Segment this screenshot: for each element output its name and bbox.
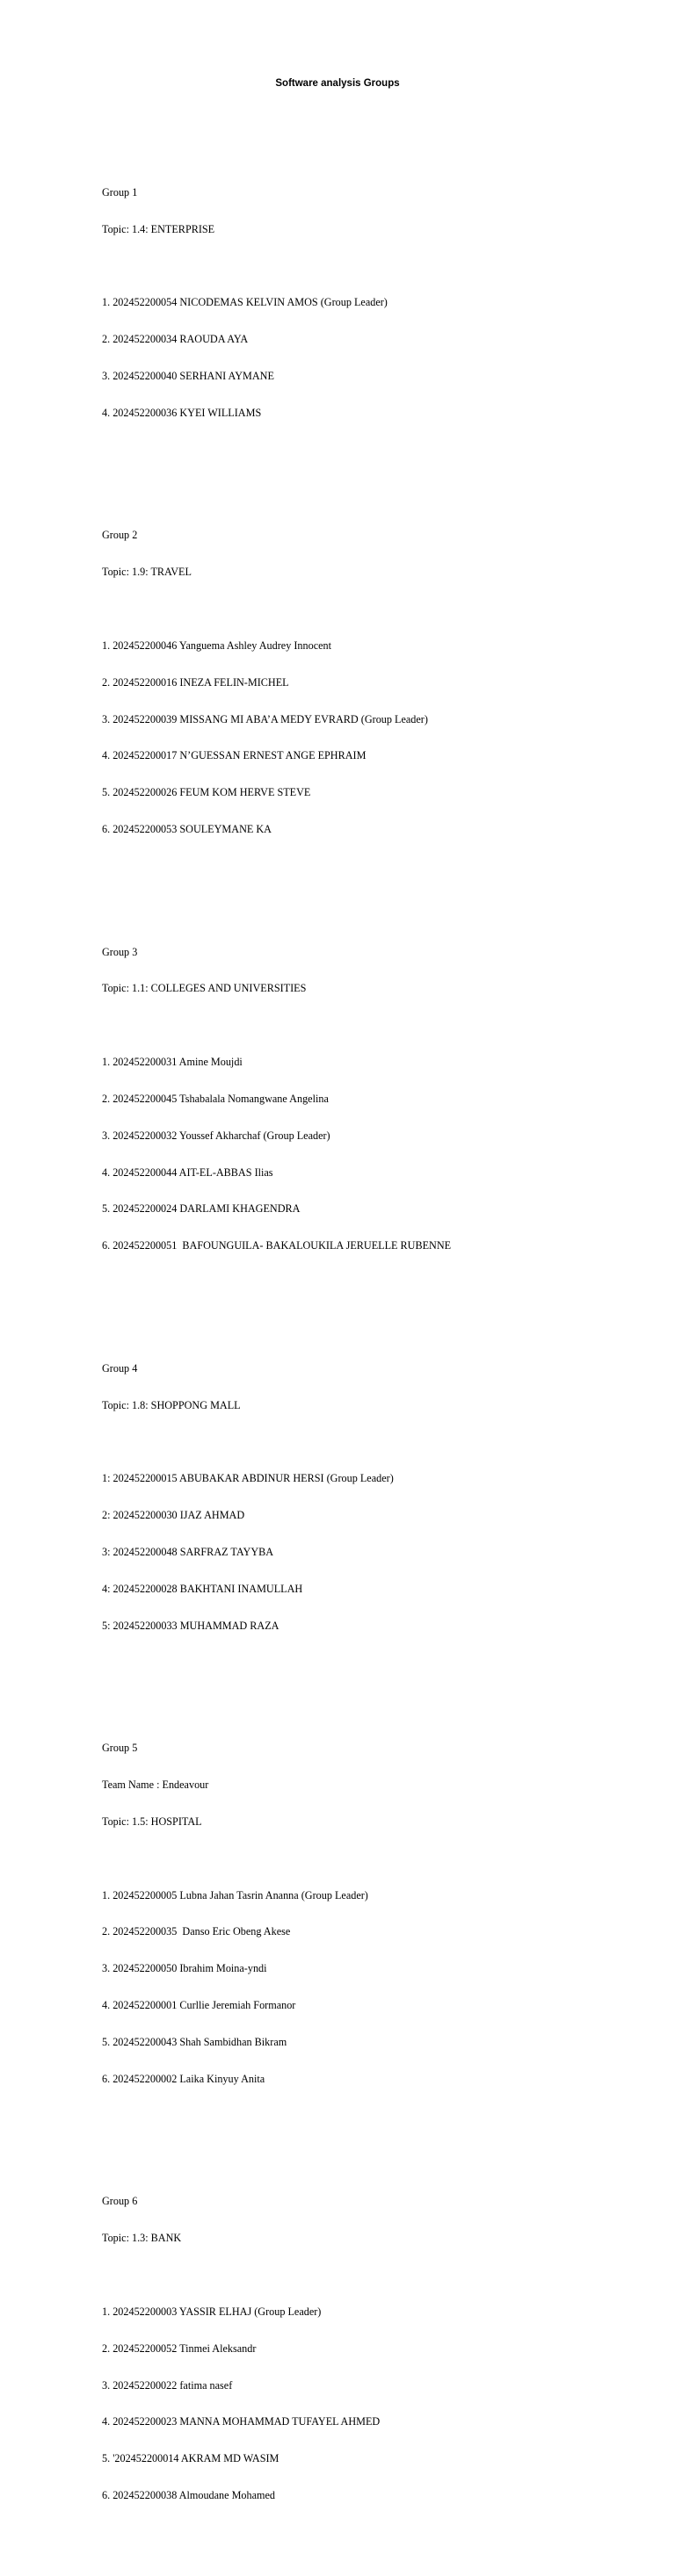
group-list: [102, 113, 647, 2576]
member-entry: 5. 202452200026 FEUM KOM HERVE STEVE: [102, 786, 311, 799]
blank-line: [102, 2269, 647, 2282]
member-entry: 4: 202452200028 BAKHTANI INAMULLAH: [102, 1582, 303, 1595]
member-entry: 1. 202452200005 Lubna Jahan Tasrin Ananna (Group Leader): [102, 1888, 368, 1901]
member-entry: 3. 202452200022 fatima nasef: [102, 2378, 233, 2392]
member-entry: 5. 202452200024 DARLAMI KHAGENDRA: [102, 1202, 301, 1216]
blank-line: [102, 1436, 647, 1448]
blank-line: [102, 260, 647, 272]
blank-line: [102, 1853, 647, 1865]
group-topic: Topic: 1.8: SHOPPONG MALL: [102, 1398, 241, 1411]
group-block: [102, 162, 647, 444]
blank-line: [102, 603, 647, 616]
member-entry: 4. 202452200023 MANNA MOHAMMAD TUFAYEL AHMED: [102, 2415, 381, 2428]
member-entry: 3. 202452200032 Youssef Akharchaf (Group Leader): [102, 1129, 330, 1142]
member-entry: 2. 202452200034 RAOUDA AYA: [102, 333, 249, 346]
group-block: [102, 922, 647, 1278]
group-heading: Group 2: [102, 529, 138, 542]
member-entry: 1. 202452200046 Yanguema Ashley Audrey Innocent: [102, 639, 331, 652]
group-topic: Topic: 1.1: COLLEGES AND UNIVERSITIES: [102, 982, 307, 995]
group-heading: Group 5: [102, 1742, 138, 1755]
document-title: Software analysis Groups: [275, 78, 400, 89]
group-heading: Group 3: [102, 945, 138, 958]
member-entry: 2. 202452200016 INEZA FELIN-MICHEL: [102, 675, 289, 689]
blank-line: [102, 1020, 647, 1032]
group-topic: Topic: 1.4: ENTERPRISE: [102, 222, 215, 235]
member-entry: 1. 202452200003 YASSIR ELHAJ (Group Leader): [102, 2305, 322, 2318]
member-entry: 4. 202452200017 N’GUESSAN ERNEST ANGE EPHRAIM: [102, 749, 367, 762]
member-entry: 3. 202452200050 Ibrahim Moina-yndi: [102, 1962, 267, 1975]
group-heading: Group 1: [102, 185, 138, 198]
member-entry: 6. 202452200053 SOULEYMANE KA: [102, 823, 272, 836]
member-entry: 3. 202452200040 SERHANI AYMANE: [102, 369, 274, 382]
member-entry: 5. '202452200014 AKRAM MD WASIM: [102, 2452, 279, 2465]
member-entry: 3. 202452200039 MISSANG MI ABA’A MEDY EVRARD (Group Leader): [102, 712, 428, 725]
group-block: [102, 1339, 647, 1657]
member-entry: 3: 202452200048 SARFRAZ TAYYBA: [102, 1546, 274, 1558]
group-block: [102, 2171, 647, 2527]
member-entry: 2. 202452200052 Tinmei Aleksandr: [102, 2341, 257, 2355]
member-entry: 1. 202452200031 Amine Moujdi: [102, 1056, 243, 1069]
member-entry: 6. 202452200038 Almoudane Mohamed: [102, 2489, 276, 2502]
member-entry: 5: 202452200033 MUHAMMAD RAZA: [102, 1619, 279, 1632]
member-entry: 6. 202452200002 Laika Kinyuy Anita: [102, 2072, 265, 2085]
group-heading: Group 6: [102, 2195, 138, 2208]
member-entry: 2. 202452200035 Danso Eric Obeng Akese: [102, 1925, 291, 1938]
group-topic: Topic: 1.9: TRAVEL: [102, 566, 192, 579]
member-entry: 1: 202452200015 ABUBAKAR ABDINUR HERSI (Group Leader): [102, 1472, 394, 1485]
member-entry: 4. 202452200036 KYEI WILLIAMS: [102, 406, 262, 419]
member-entry: 6. 202452200051 BAFOUNGUILA- BAKALOUKILA JERUELLE RUBENNE: [102, 1239, 452, 1252]
group-block: [102, 505, 647, 861]
member-entry: 1. 202452200054 NICODEMAS KELVIN AMOS (Group Leader): [102, 296, 388, 309]
group-topic: Topic: 1.3: BANK: [102, 2232, 182, 2245]
group-topic: Topic: 1.5: HOSPITAL: [102, 1815, 202, 1828]
group-heading: Group 4: [102, 1361, 138, 1375]
team-name: Team Name : Endeavour: [102, 1779, 209, 1792]
member-entry: 4. 202452200001 Curllie Jeremiah Formanor: [102, 1999, 296, 2012]
member-entry: 2. 202452200045 Tshabalala Nomangwane Angelina: [102, 1092, 329, 1105]
member-entry: 2: 202452200030 IJAZ AHMAD: [102, 1509, 245, 1522]
member-entry: 4. 202452200044 AIT-EL-ABBAS Ilias: [102, 1165, 273, 1179]
member-entry: 5. 202452200043 Shah Sambidhan Bikram: [102, 2035, 287, 2048]
group-block: [102, 1718, 647, 2110]
